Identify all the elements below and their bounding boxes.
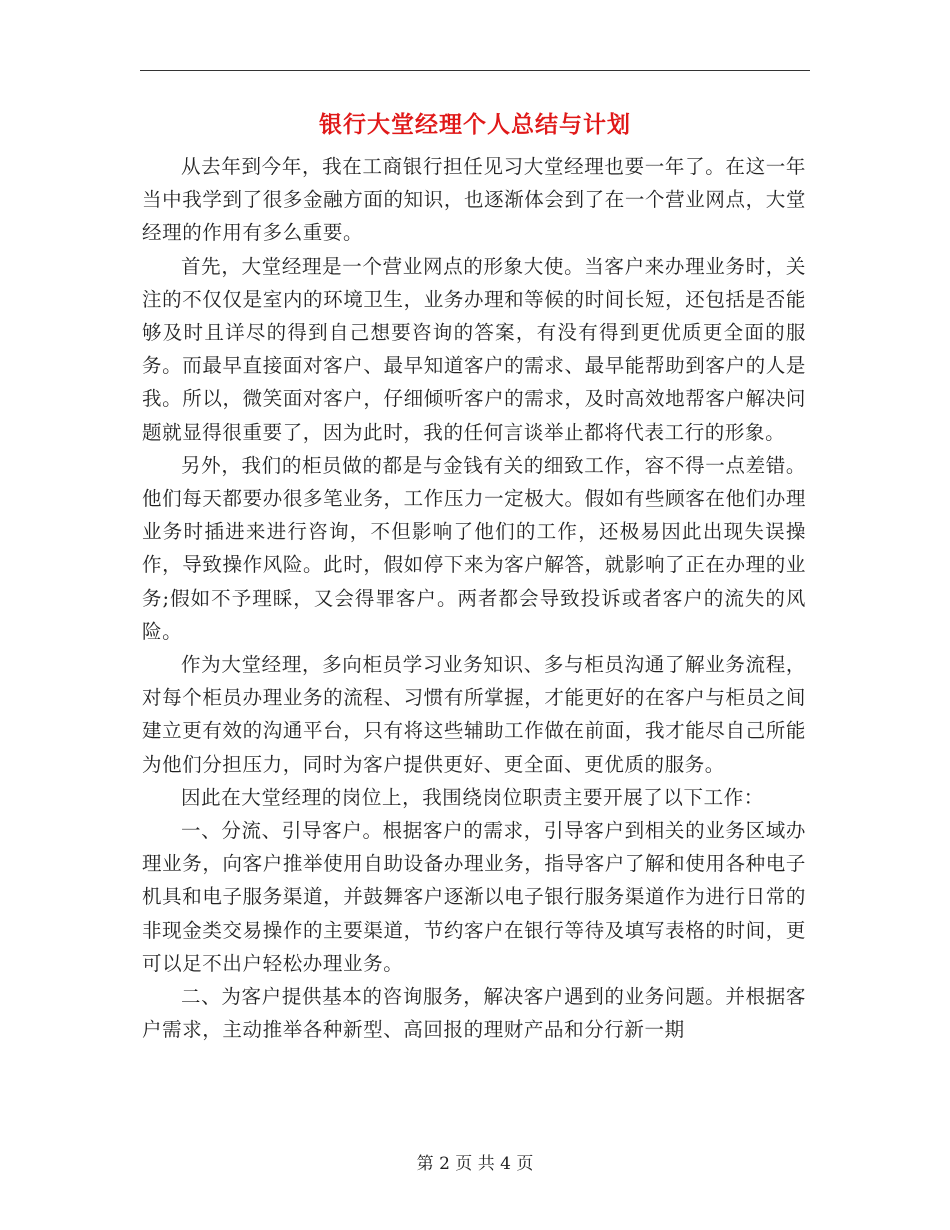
paragraph: 因此在大堂经理的岗位上，我围绕岗位职责主要开展了以下工作：: [181, 785, 764, 809]
page-footer: 第 2 页 共 4 页: [416, 1154, 534, 1174]
document-body: [142, 150, 806, 1046]
document-title: 银行大堂经理个人总结与计划: [319, 112, 631, 138]
paragraph: 首先，大堂经理是一个营业网点的形象大使。当客户来办理业务时，关注的不仅仅是室内的环境卫生，业务办理和等候的时间长短，还包括是否能够及时且详尽的得到自己想要咨询的答案，有没有得到更优质更全面的服务。而最早直接面对客户、最早知道客户的需求、最早能帮助到客户的人是我。所以，微笑面对客户，仔细倾听客户的需求，及时高效地帮客户解决问题就显得很重要了，因为此时，我的任何言谈举止都将代表工行的形象。: [142, 254, 806, 444]
paragraph: 另外，我们的柜员做的都是与金钱有关的细致工作，容不得一点差错。他们每天都要办很多笔业务，工作压力一定极大。假如有些顾客在他们办理业务时插进来进行咨询，不但影响了他们的工作，还极易因此出现失误操作，导致操作风险。此时，假如停下来为客户解答，就影响了正在办理的业务;假如不予理睬，又会得罪客户。两者都会导致投诉或者客户的流失的风险。: [142, 453, 806, 643]
paragraph: 从去年到今年，我在工商银行担任见习大堂经理也要一年了。在这一年当中我学到了很多金融方面的知识，也逐渐体会到了在一个营业网点，大堂经理的作用有多么重要。: [142, 155, 806, 245]
paragraph: 一、分流、引导客户。根据客户的需求，引导客户到相关的业务区域办理业务，向客户推举使用自助设备办理业务，指导客户了解和使用各种电子机具和电子服务渠道，并鼓舞客户逐渐以电子银行服务渠道作为进行日常的非现金类交易操作的主要渠道，节约客户在银行等待及填写表格的时间，更可以足不出户轻松办理业务。: [142, 819, 806, 975]
paragraph: 二、为客户提供基本的咨询服务，解决客户遇到的业务问题。并根据客户需求，主动推举各种新型、高回报的理财产品和分行新一期: [142, 985, 806, 1042]
header-divider: [140, 70, 810, 71]
paragraph: 作为大堂经理，多向柜员学习业务知识、多与柜员沟通了解业务流程，对每个柜员办理业务的流程、习惯有所掌握，才能更好的在客户与柜员之间建立更有效的沟通平台，只有将这些辅助工作做在前面，我才能尽自己所能为他们分担压力，同时为客户提供更好、更全面、更优质的服务。: [142, 653, 806, 776]
